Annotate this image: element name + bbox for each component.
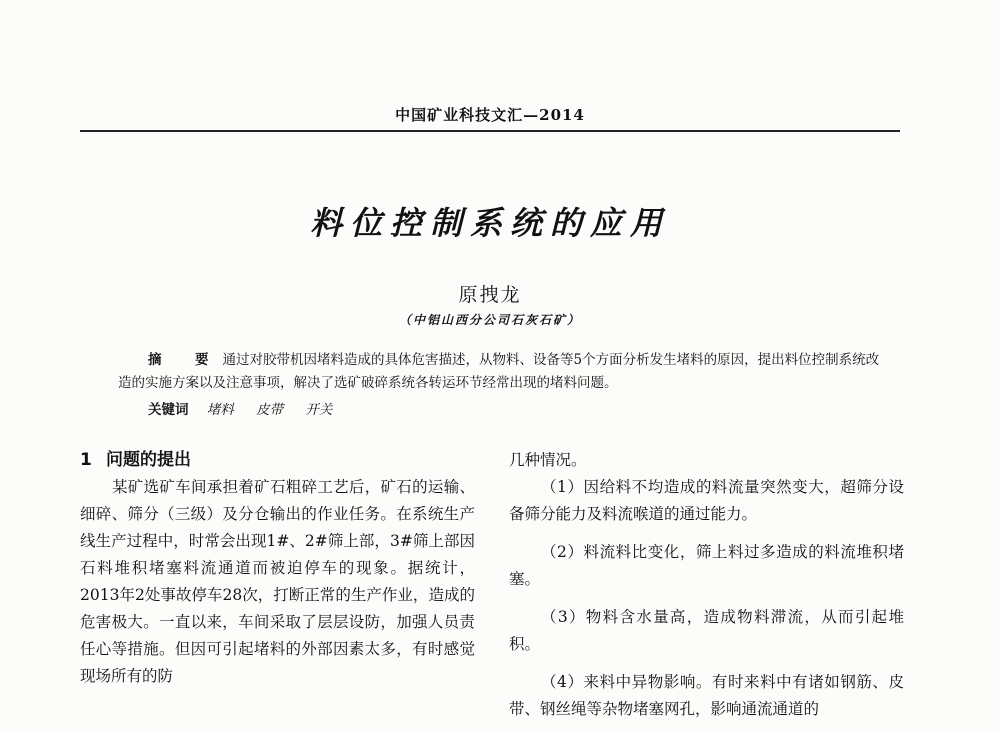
section-title: 问题的提出 [106,450,191,470]
list-item: （1）因给料不均造成的料流量突然变大，超筛分设备筛分能力及料流喉道的通过能力。 [509,478,904,523]
continuation-text: 几种情况。 [509,451,587,469]
list-item: （2）料流料比变化，筛上料过多造成的料流堆积堵塞。 [509,543,904,588]
section-number: 1 [80,450,92,470]
abstract-text: 通过对胶带机因堵料造成的具体危害描述，从物料、设备等5个方面分析发生堵料的原因，提出料位控制系统改造的实施方案以及注意事项，解决了选矿破碎系统各转运环节经常出现的堵料问题。 [118,352,880,391]
abstract-label: 摘 要 [148,352,219,368]
list-item: （3）物料含水量高，造成物料滞流，从而引起堆积。 [509,608,904,653]
keyword: 开关 [305,402,333,418]
author-name: 原拽龙 [458,284,522,306]
body-paragraph: 某矿选矿车间承担着矿石粗碎工艺后，矿石的运输、细碎、筛分（三级）及分仓输出的作业任务。在系统生产线生产过程中，时常会出现1#、2#筛上部，3#筛上部因石料堆积堵塞料流通道而被迫停车的现象。据统计，2013年2处事故停车28次，打断正常的生产作业，造成的危害极大。一直以来，车间采取了层层设防，加强人员责任心等措施。但因可引起堵料的外部因素太多，有时感觉现场所有的防 [80,478,475,685]
abstract [118,349,888,395]
left-column [80,447,475,690]
right-column [509,447,904,734]
keyword: 皮带 [256,402,284,418]
author-affiliation: （中铝山西分公司石灰石矿） [398,313,581,327]
keywords-label: 关键词 [148,402,189,418]
list-item: （4）来料中异物影响。有时来料中有诸如钢筋、皮带、钢丝绳等杂物堵塞网孔，影响通流通道的 [509,673,904,718]
keywords [148,399,350,422]
keyword: 堵料 [206,402,234,418]
running-head: 中国矿业科技文汇—2014 [395,106,585,124]
header-rule [80,130,900,132]
section-heading [80,447,475,474]
article-title: 料位控制系统的应用 [309,204,670,242]
